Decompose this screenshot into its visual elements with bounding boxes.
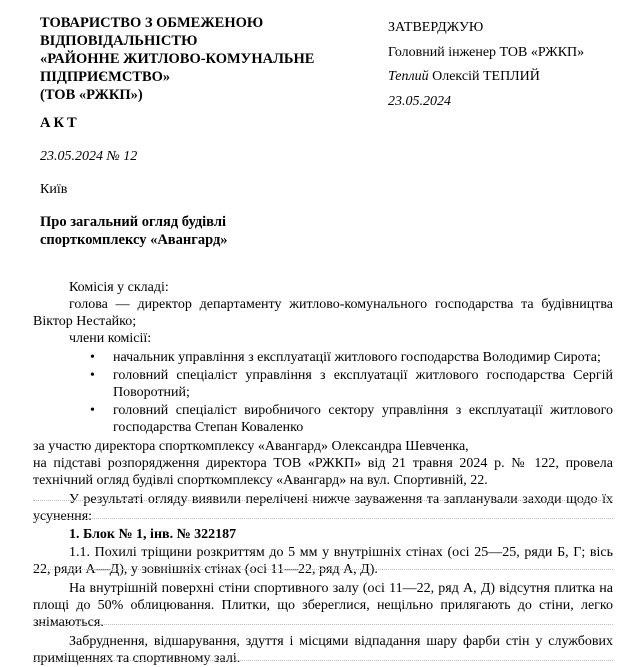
- dotted-divider: [33, 518, 613, 519]
- member-text: головний спеціаліст виробничого сектору управління з експлуатації житлового господарства Степан Коваленко: [113, 403, 613, 435]
- commission-intro: Комісія у складі:: [69, 280, 169, 295]
- dotted-divider: [33, 500, 613, 501]
- bullet-icon: •: [90, 403, 95, 418]
- dotted-divider: [33, 624, 613, 625]
- basis-paragraph: на підставі розпорядження директора ТОВ «РЖКП» від 21 травня 2024 р. № 122, провела технічний огляд будівлі спорткомплексу «Авангард» на вул. Спортивній, 22.: [33, 456, 613, 488]
- member-text: головний спеціаліст управління з експлуатації житлового господарства Сергій Поворотний;: [113, 368, 613, 400]
- finding-1-1: 1.1. Похилі тріщини розкриттям до 5 мм у внутрішніх стінах (осі 25—25, ряди Б, Г; вісь 22, ряди А—Д), у зовнішніх стінах (осі 11—22, ряд А, Д).: [33, 545, 613, 577]
- dotted-divider: [33, 569, 613, 570]
- approval-heading: ЗАТВЕРДЖУЮ: [388, 20, 484, 35]
- organization-name: [40, 14, 340, 104]
- org-line: ВІДПОВІДАЛЬНІСТЮ: [40, 33, 198, 49]
- block-heading: 1. Блок № 1, інв. № 322187: [69, 527, 237, 542]
- subject-line: Про загальний огляд будівлі: [40, 214, 226, 230]
- org-line: ПІДПРИЄМСТВО»: [40, 69, 171, 85]
- act-city: Київ: [40, 182, 68, 197]
- bullet-icon: •: [90, 350, 95, 365]
- approval-signature-line: [388, 65, 624, 90]
- act-title: АКТ: [40, 115, 80, 131]
- act-date-number: 23.05.2024 № 12: [40, 149, 138, 164]
- commission-members-list: [33, 349, 613, 436]
- act-body: [33, 279, 613, 667]
- participation-line: за участю директора спорткомплексу «Авангард» Олександра Шевченка,: [33, 439, 469, 454]
- results-intro: У результаті огляду виявили перелічені нижче зауваження та запланували заходи щодо їх усунення:: [33, 492, 613, 524]
- list-item: [33, 402, 613, 436]
- approval-signature: Теплий: [388, 69, 429, 84]
- bullet-icon: •: [90, 368, 95, 383]
- subject-line: спорткомплексу «Авангард»: [40, 232, 228, 248]
- org-line: ТОВАРИСТВО З ОБМЕЖЕНОЮ: [40, 15, 264, 31]
- approval-name: Олексій ТЕПЛИЙ: [432, 69, 540, 84]
- dotted-divider: [33, 660, 613, 661]
- act-subject: [40, 213, 300, 249]
- finding-tiles: На внутрішній поверхні стіни спортивного залу (осі 11—22, ряд А, Д) відсутня плитка на площі до 50% облицювання. Плитки, що збереглися, нещільно прилягають до стіни, легко знімаються.: [33, 581, 613, 630]
- list-item: [33, 367, 613, 401]
- member-text: начальник управління з експлуатації житлового господарства Володимир Сирота;: [113, 350, 601, 365]
- approval-position: Головний інженер ТОВ «РЖКП»: [388, 44, 585, 60]
- commission-members-label: члени комісії:: [69, 331, 152, 346]
- commission-chair: голова — директор департаменту житлово-комунального господарства та будівництва Віктор Нестайко;: [33, 297, 613, 329]
- org-line: (ТОВ «РЖКП»): [40, 87, 143, 103]
- approval-date: 23.05.2024: [388, 93, 451, 109]
- org-line: «РАЙОННЕ ЖИТЛОВО-КОМУНАЛЬНЕ: [40, 51, 315, 67]
- list-item: [33, 349, 613, 366]
- approval-block: [388, 16, 624, 114]
- finding-paint: Забруднення, відшарування, здуття і місцями відпадання шару фарби стін у службових приміщеннях та спортивному залі.: [33, 634, 613, 666]
